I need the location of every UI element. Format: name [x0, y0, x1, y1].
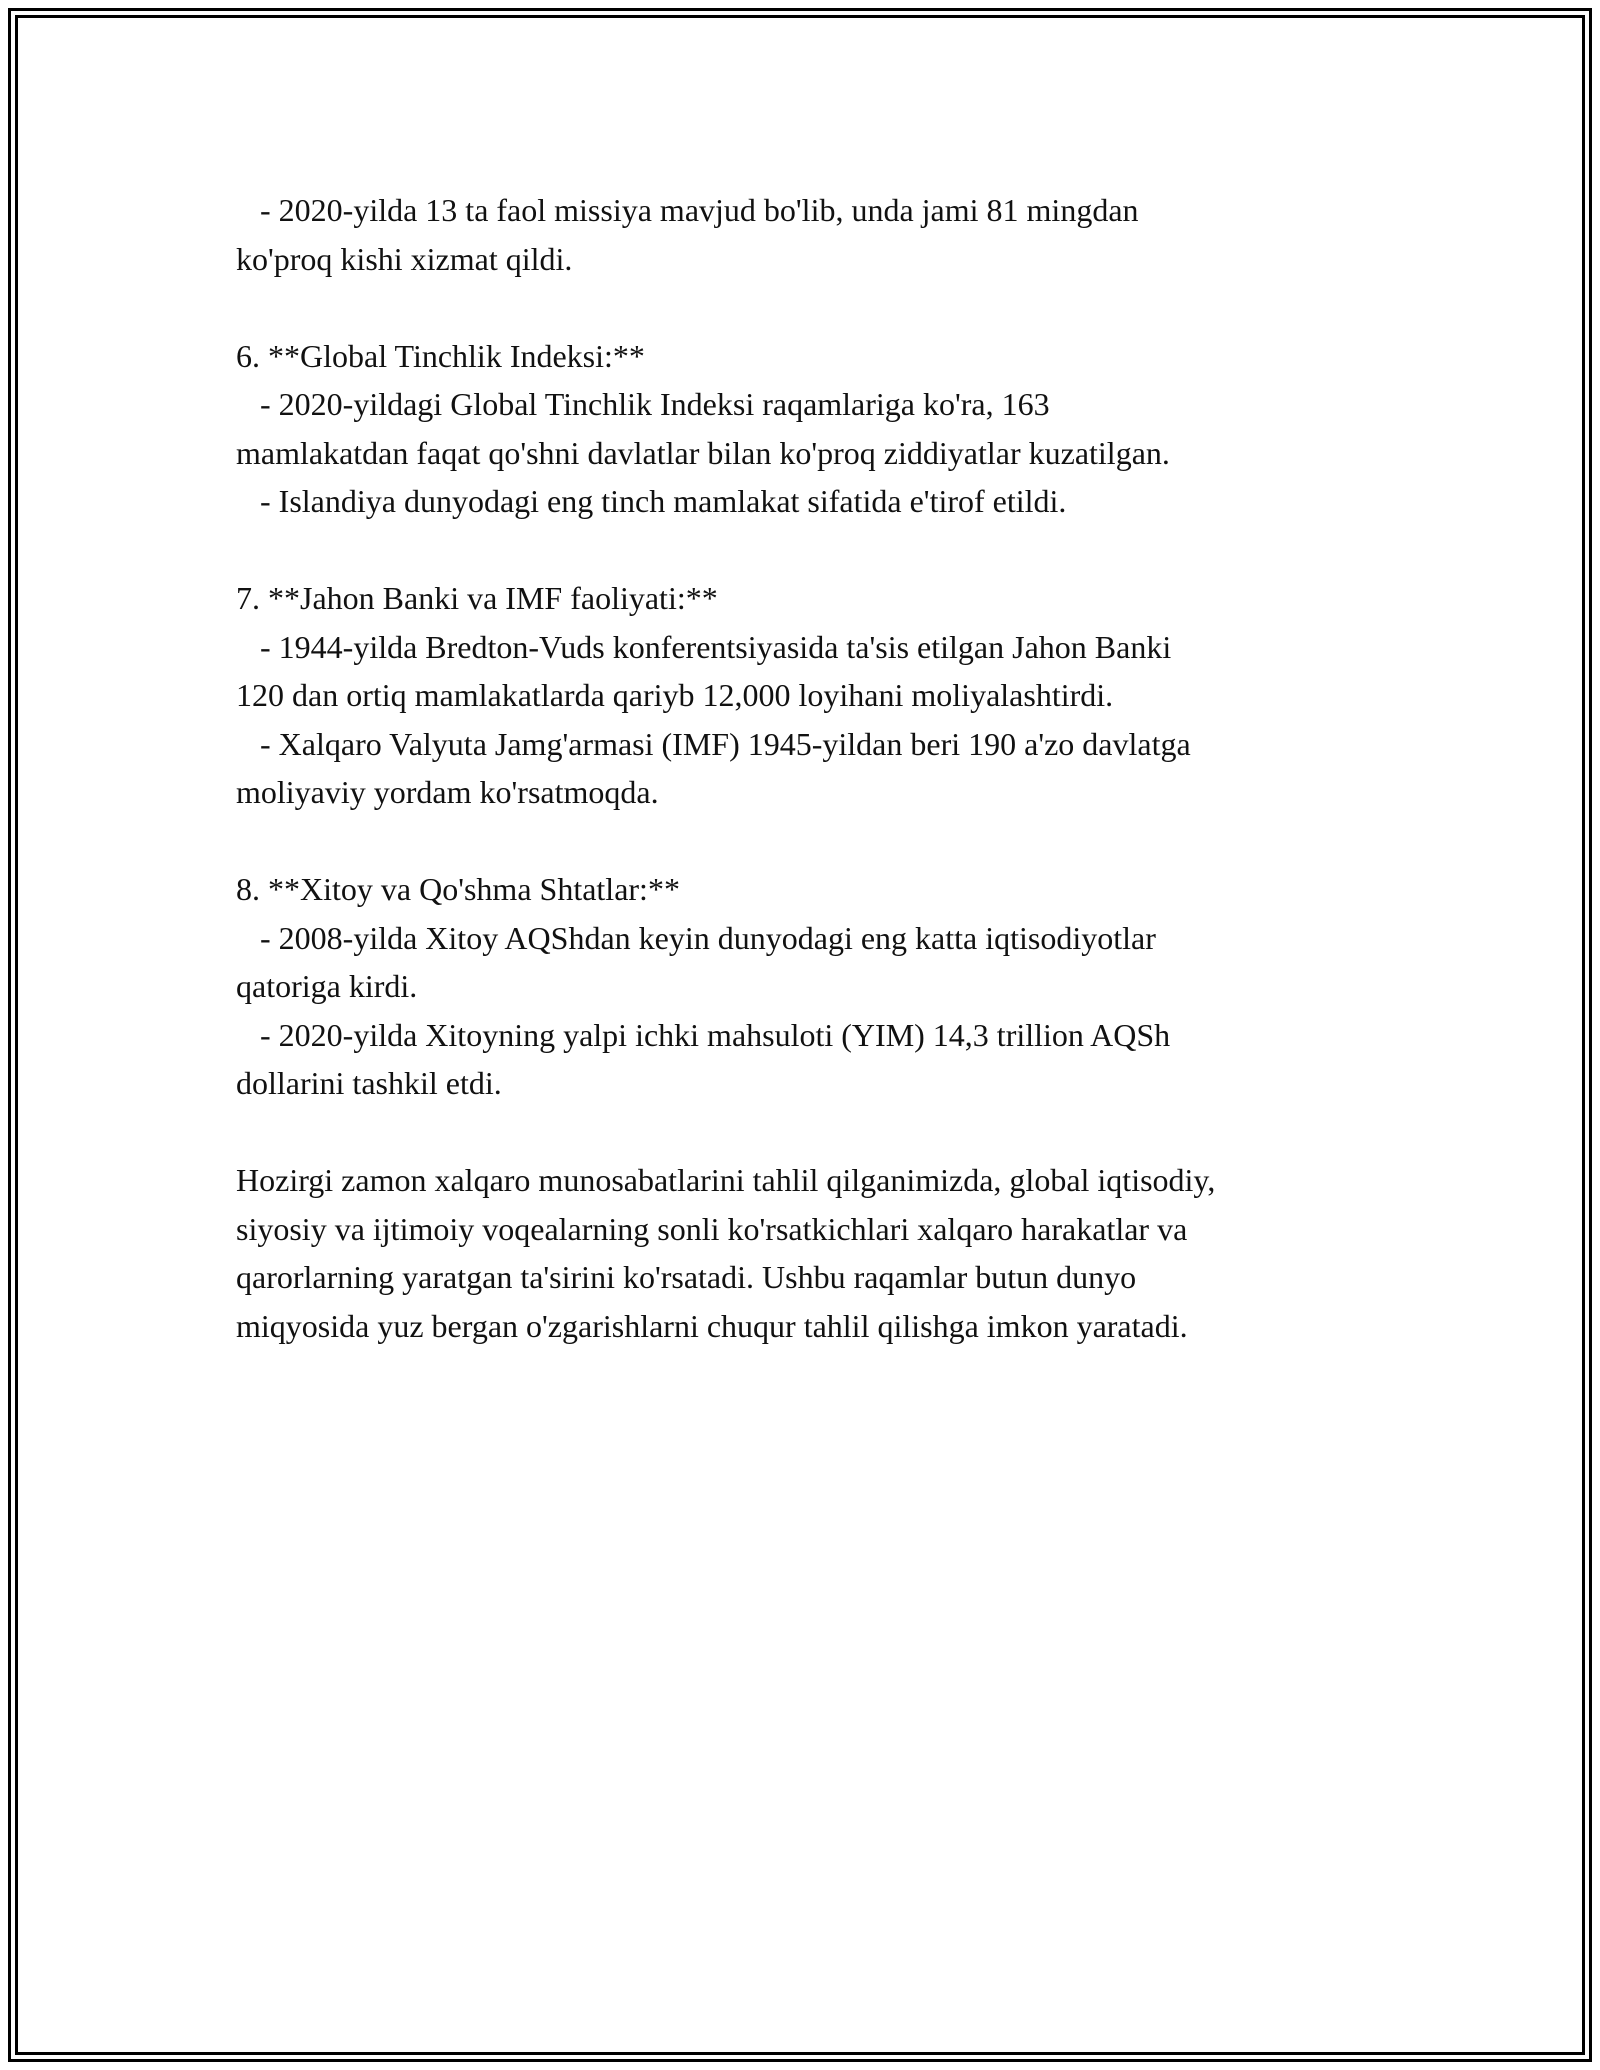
text-line: - 2020-yilda Xitoyning yalpi ichki mahsuloti (YIM) 14,3 trillion AQSh — [236, 1016, 1171, 1053]
text-line: qatoriga kirdi. — [236, 968, 418, 1004]
text-line: moliyaviy yordam ko'rsatmoqda. — [236, 774, 659, 810]
text-line: mamlakatdan faqat qo'shni davlatlar bilan ko'proq ziddiyatlar kuzatilgan. — [236, 434, 1170, 471]
blank-line — [236, 526, 1396, 575]
text-line: ko'proq kishi xizmat qildi. — [236, 240, 573, 277]
text-line: - 2020-yilda 13 ta faol missiya mavjud bo'lib, unda jami 81 mingdan — [236, 192, 1139, 228]
text-line: - 1944-yilda Bredton-Vuds konferentsiyasida ta'sis etilgan Jahon Banki — [236, 628, 1172, 665]
document-body — [236, 186, 1396, 1350]
text-line: 120 dan ortiq mamlakatlarda qariyb 12,000 loyihani moliyalashtirdi. — [236, 677, 1114, 713]
text-line: - 2008-yilda Xitoy AQShdan keyin dunyodagi eng katta iqtisodiyotlar — [236, 919, 1156, 956]
section-heading: 7. **Jahon Banki va IMF faoliyati:** — [236, 580, 718, 616]
conclusion-line: miqyosida yuz bergan o'zgarishlarni chuqur tahlil qilishga imkon yaratadi. — [236, 1307, 1188, 1344]
conclusion-line: siyosiy va ijtimoiy voqealarning sonli ko'rsatkichlari xalqaro harakatlar va — [236, 1210, 1188, 1247]
section-heading: 6. **Global Tinchlik Indeksi:** — [236, 337, 645, 374]
conclusion-line: Hozirgi zamon xalqaro munosabatlarini tahlil qilganimizda, global iqtisodiy, — [236, 1162, 1216, 1198]
blank-line — [236, 283, 1396, 332]
blank-line — [236, 817, 1396, 866]
text-line: dollarini tashkil etdi. — [236, 1065, 502, 1101]
conclusion-line: qarorlarning yaratgan ta'sirini ko'rsatadi. Ushbu raqamlar butun dunyo — [236, 1259, 1137, 1295]
text-line: - Xalqaro Valyuta Jamg'armasi (IMF) 1945-yildan beri 190 a'zo davlatga — [236, 725, 1191, 762]
section-heading: 8. **Xitoy va Qo'shma Shtatlar:** — [236, 871, 680, 907]
blank-line — [236, 1108, 1396, 1157]
text-line: - 2020-yildagi Global Tinchlik Indeksi raqamlariga ko'ra, 163 — [236, 386, 1050, 422]
text-line: - Islandiya dunyodagi eng tinch mamlakat sifatida e'tirof etildi. — [236, 483, 1067, 519]
